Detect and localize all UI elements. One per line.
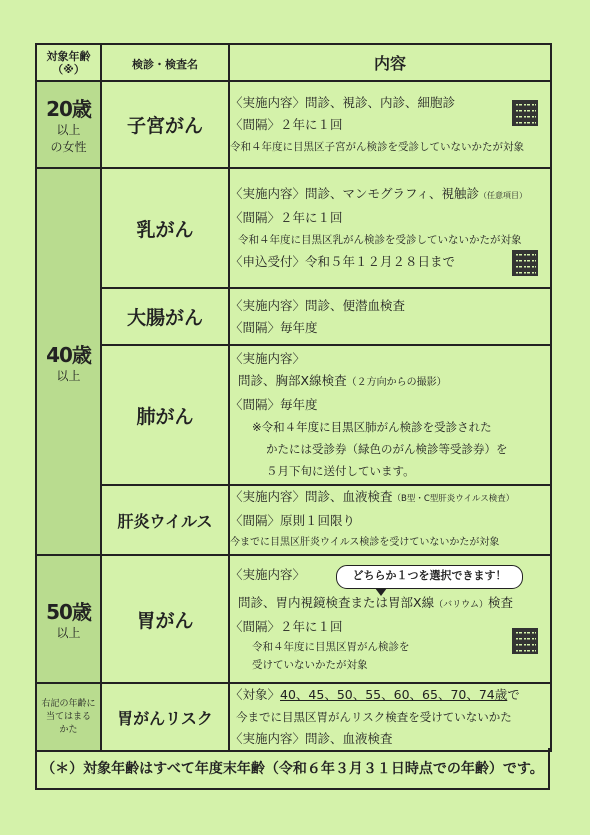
age-20: 20歳 [46,97,91,121]
qr-code-icon[interactable] [512,100,538,126]
exam-lung: 肺がん [101,345,229,485]
row-risk [36,683,551,751]
content-breast: 〈実施内容〉問診、マンモグラフィ、視触診（任意項目） 〈間隔〉２年に１回 令和４年度に目黒区乳がん検診を受診していないかたが対象 〈申込受付〉令和５年１２月２８日まで [229,168,551,288]
content-cervical: 〈実施内容〉問診、視診、内診、細胞診 〈間隔〉２年に１回 令和４年度に目黒区子宮がん検診を受診していないかたが対象 [229,81,551,168]
choice-bubble: どちらか１つを選択できます！ [336,565,523,589]
content-risk: 〈対象〉40、45、50、55、60、65、70、74歳で 今までに目黒区胃がんリスク検査を受けていないかた 〈実施内容〉問診、血液検査 [229,683,551,751]
content-lung: 〈実施内容〉 問診、胸部X線検査（２方向からの撮影） 〈間隔〉毎年度 ※令和４年度に目黒区肺がん検診を受診された かたには受診券（緑色のがん検診等受診券）を ５月下旬に送付しています。 [229,345,551,485]
exam-stomach: 胃がん [101,555,229,683]
age-cell-40: 40歳 以上 [36,168,101,555]
age-cell-20: 20歳 以上 の女性 [36,81,101,168]
age-cell-50: 50歳 以上 [36,555,101,683]
exam-risk: 胃がんリスク [101,683,229,751]
age-cell-risk: 右記の年齢に 当てはまる かた [36,683,101,751]
footer-note: （＊）対象年齢はすべて年度末年齢（令和６年３月３１日時点での年齢）です。 [35,748,550,790]
qr-code-icon[interactable] [512,250,538,276]
qr-code-icon[interactable] [512,628,538,654]
exam-breast: 乳がん [101,168,229,288]
row-cervical [36,81,551,168]
exam-header: 検診・検査名 [101,44,229,81]
row-hepatitis [36,485,551,555]
age-50: 50歳 [46,600,91,624]
exam-cervical: 子宮がん [101,81,229,168]
content-colon: 〈実施内容〉問診、便潜血検査 〈間隔〉毎年度 [229,288,551,345]
content-header: 内容 [229,44,551,81]
age-header-note: （※） [52,62,85,76]
exam-hepatitis: 肝炎ウイルス [101,485,229,555]
row-colon [36,288,551,345]
screening-table [35,43,552,752]
age-header [36,44,101,81]
content-hepatitis: 〈実施内容〉問診、血液検査（B型・C型肝炎ウイルス検査） 〈間隔〉原則１回限り 今までに目黒区肝炎ウイルス検診を受けていないかたが対象 [229,485,551,555]
header-row [36,44,551,81]
age-40: 40歳 [46,342,91,367]
content-stomach: 〈実施内容〉 問診、胃内視鏡検査または胃部X線（バリウム）検査 〈間隔〉２年に１回 令和４年度に目黒区胃がん検診を 受けていないかたが対象 [229,555,551,683]
row-lung [36,345,551,485]
exam-colon: 大腸がん [101,288,229,345]
row-breast [36,168,551,288]
age-header-title: 対象年齢 [46,49,91,63]
